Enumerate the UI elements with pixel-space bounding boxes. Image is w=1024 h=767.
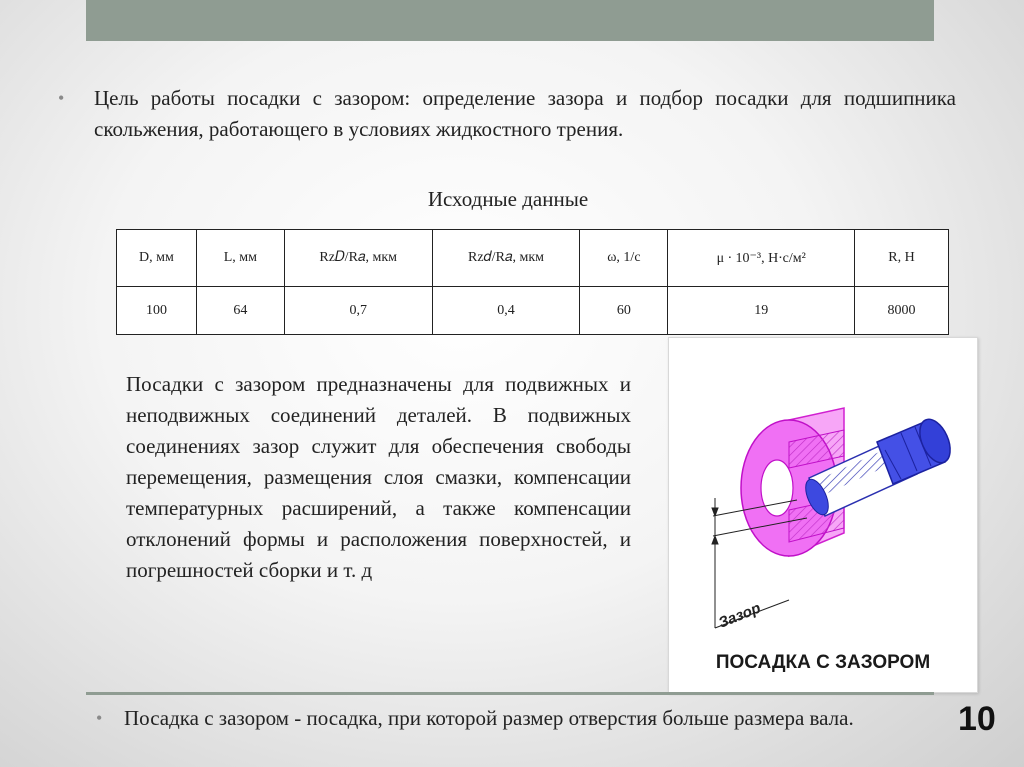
gap-label: Зазор	[716, 599, 764, 632]
source-data-table	[116, 229, 949, 335]
bottom-divider	[86, 692, 934, 695]
description-paragraph: Посадки с зазором предназначены для подвижных и неподвижных соединений деталей. В подвижных соединениях зазор служит для обеспечения свободы перемещения, размещения слоя смазки, компенсации температурных расширений, а также компенсации отклонений формы и расположения поверхностей, и погрешностей сборки и т. д	[126, 372, 631, 582]
top-accent-bar	[86, 0, 934, 41]
table-header-row	[117, 230, 949, 287]
header-cell: L, мм	[196, 230, 284, 287]
header-cell: Rz𝐷/R𝑎, мкм	[284, 230, 432, 287]
header-cell: ω, 1/с	[580, 230, 668, 287]
value-cell: 60	[580, 287, 668, 335]
value-cell: 100	[117, 287, 197, 335]
clearance-fit-figure	[668, 337, 978, 693]
table-title: Исходные данные	[427, 187, 589, 211]
header-cell: Rz𝑑/R𝑎, мкм	[432, 230, 580, 287]
figure-caption: ПОСАДКА С ЗАЗОРОМ	[715, 652, 931, 673]
header-cell: μ ⋅ 10⁻³, Н⋅с/м²	[668, 230, 855, 287]
value-cell: 0,7	[284, 287, 432, 335]
value-cell: 0,4	[432, 287, 580, 335]
definition-text: Посадка с зазором - посадка, при которой размер отверстия больше размера вала.	[124, 706, 854, 730]
intro-bullet: •	[58, 88, 65, 108]
header-cell: D, мм	[117, 230, 197, 287]
table-row	[117, 287, 949, 335]
clearance-fit-drawing	[669, 338, 977, 692]
intro-text: Цель работы посадки с зазором: определение зазора и подбор посадки для подшипника скольжения, работающего в условиях жидкостного трения.	[94, 86, 956, 141]
value-cell: 8000	[855, 287, 949, 335]
value-cell: 19	[668, 287, 855, 335]
value-cell: 64	[196, 287, 284, 335]
page-number: 10	[958, 700, 996, 738]
header-cell: R, Н	[855, 230, 949, 287]
definition-bullet: •	[96, 708, 103, 728]
